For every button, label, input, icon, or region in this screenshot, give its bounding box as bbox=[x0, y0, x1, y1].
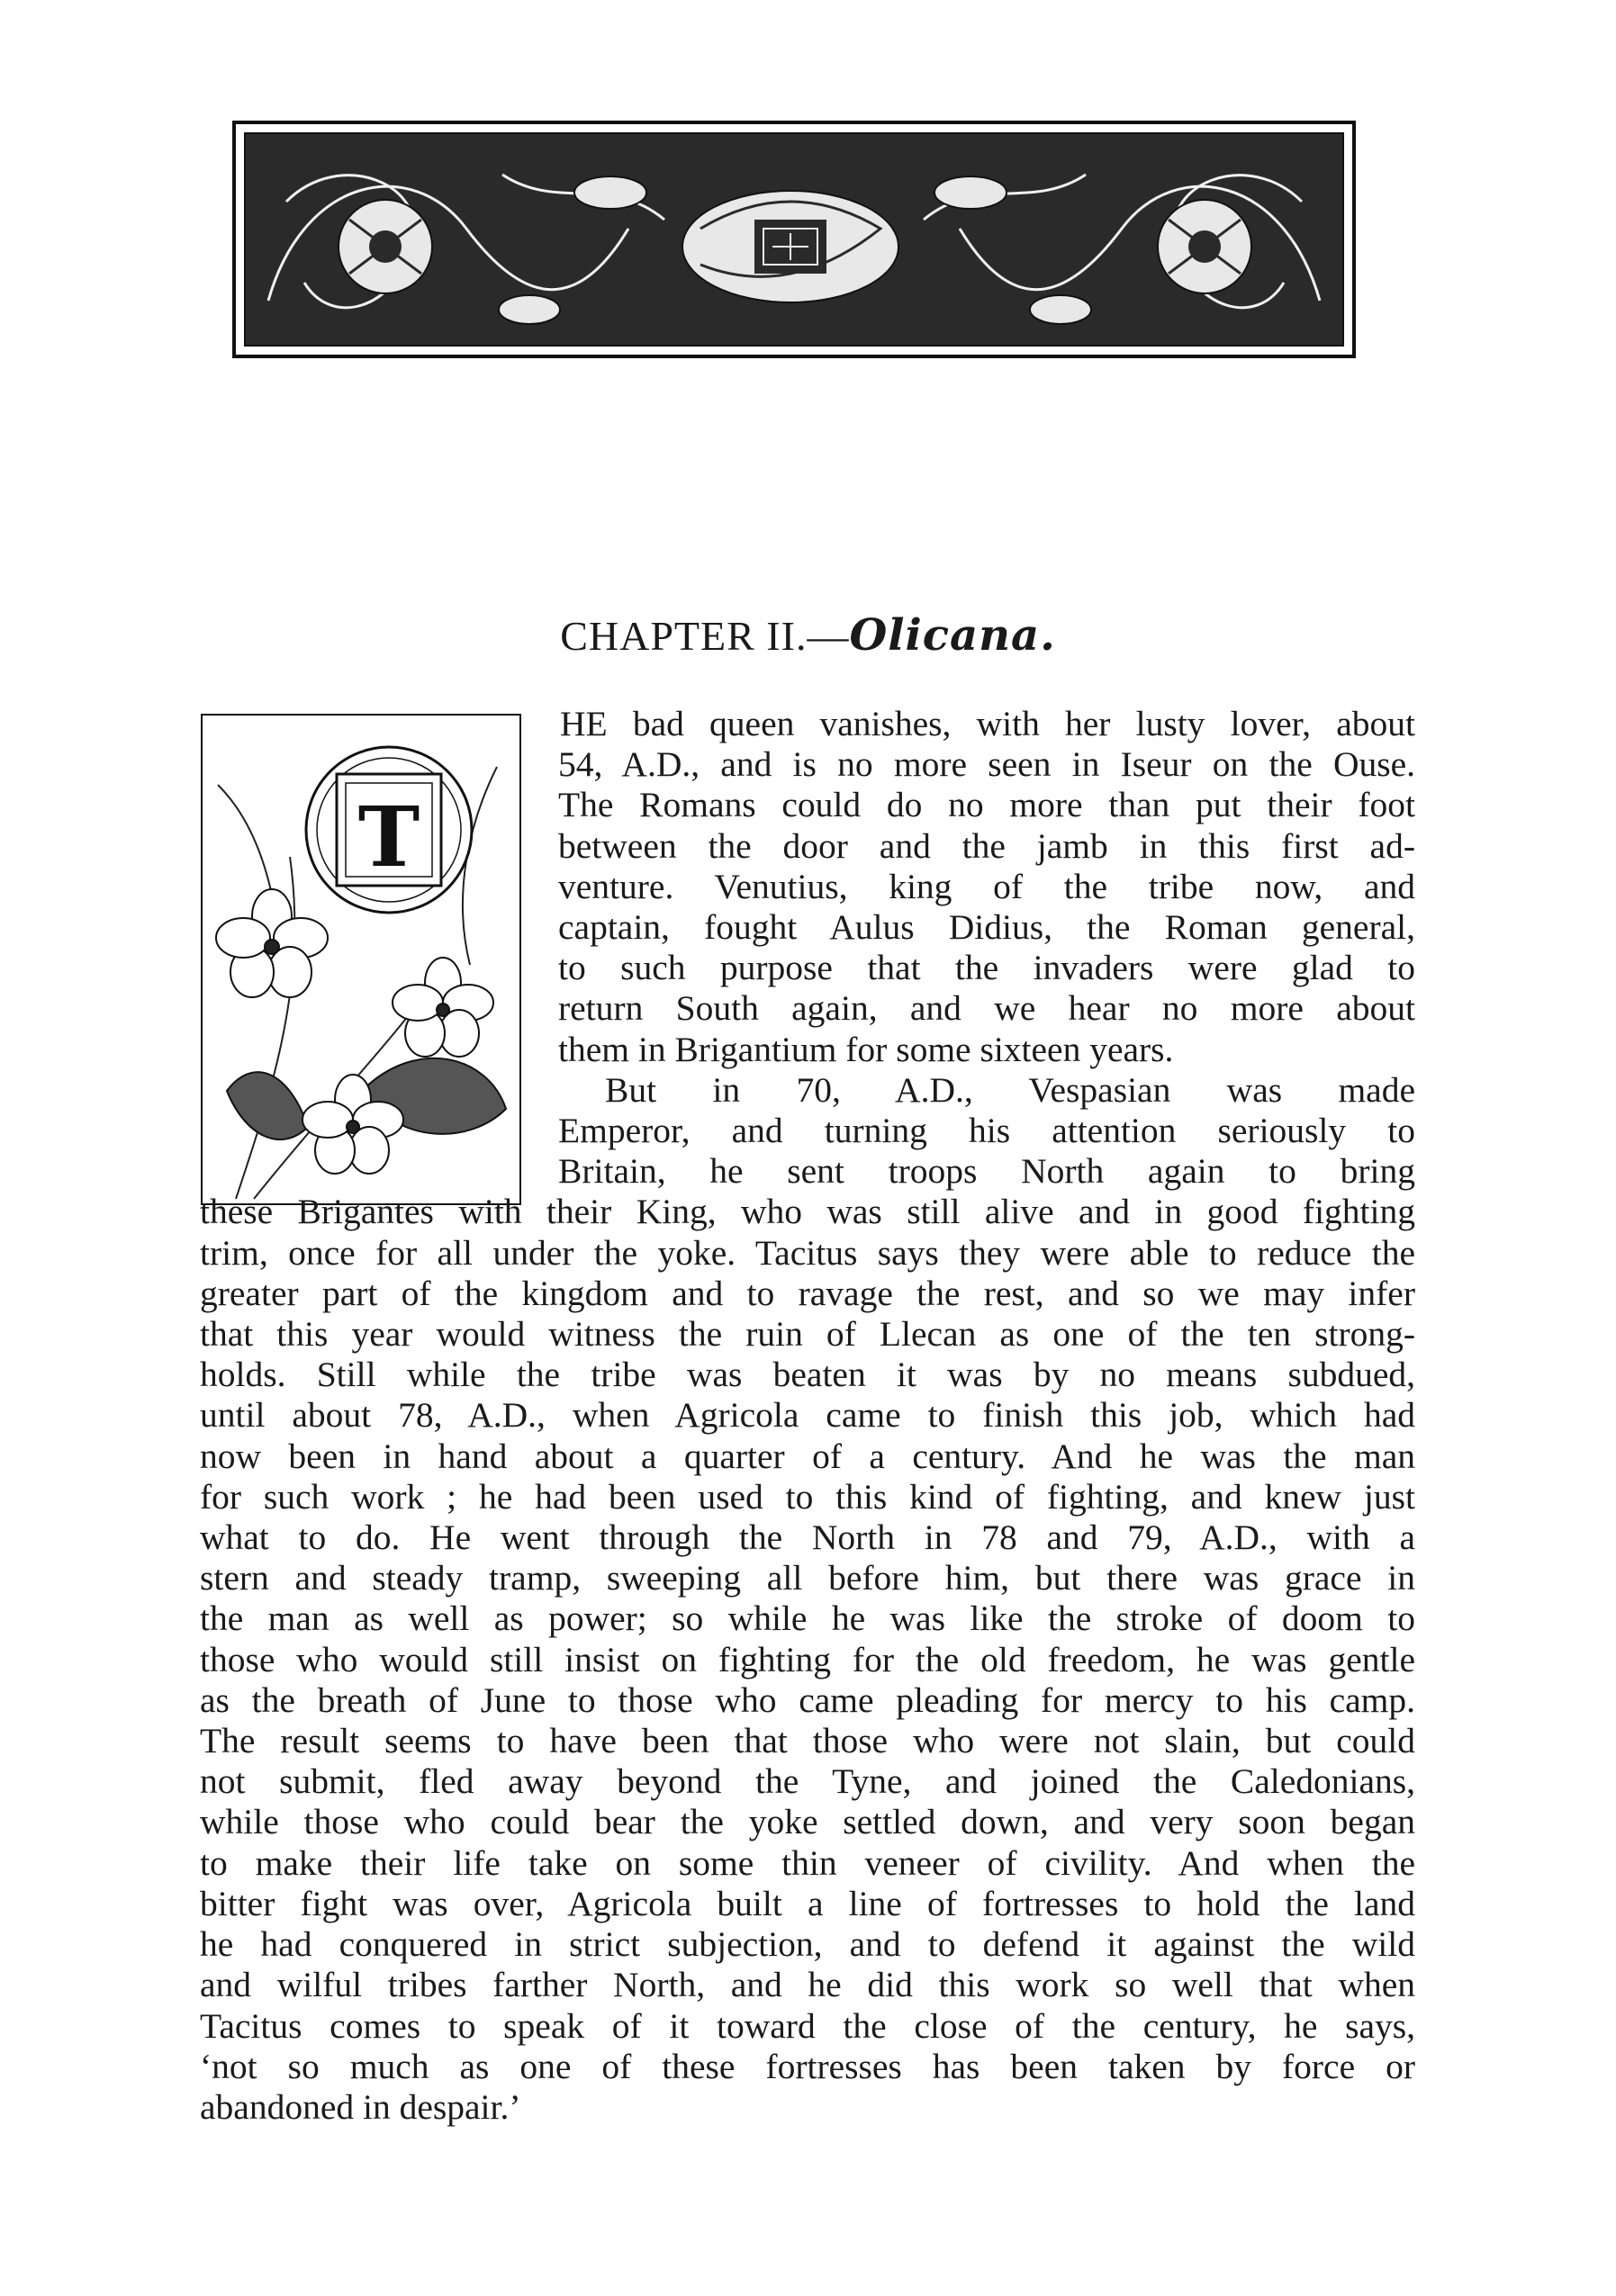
text-line: Tacitus comes to speak of it toward the close of the century, he says, bbox=[200, 2005, 1415, 2046]
text-line: The Romans could do no more than put their foot bbox=[558, 785, 1415, 825]
text-line: for such work ; he had been used to this kind of fighting, and knew just bbox=[200, 1476, 1415, 1517]
text-line: that this year would witness the ruin of Llecan as one of the ten strong- bbox=[200, 1314, 1415, 1355]
chapter-title: Olicana. bbox=[849, 610, 1056, 661]
ornamental-headpiece bbox=[232, 121, 1356, 358]
text-line: stern and steady tramp, sweeping all before him, but there was grace in bbox=[200, 1558, 1415, 1598]
text-line: to such purpose that the invaders were glad to bbox=[558, 948, 1415, 988]
text-line: return South again, and we hear no more about bbox=[558, 988, 1415, 1029]
text-line: venture. Venutius, king of the tribe now, and bbox=[558, 866, 1415, 906]
text-line: abandoned in despair.’ bbox=[200, 2086, 521, 2127]
text-line: the man as well as power; so while he was like the stroke of doom to bbox=[200, 1598, 1415, 1639]
text-line: holds. Still while the tribe was beaten it was by no means subdued, bbox=[200, 1355, 1415, 1395]
text-line: these Brigantes with their King, who was still alive and in good fighting bbox=[200, 1192, 1415, 1232]
drop-cap-letter: T bbox=[357, 788, 420, 886]
text-line: 54, A.D., and is no more seen in Iseur on the Ouse. bbox=[558, 744, 1415, 785]
text-line: ‘not so much as one of these fortresses has been taken by force or bbox=[200, 2046, 1415, 2086]
text-line: between the door and the jamb in this first ad- bbox=[558, 825, 1415, 866]
text-line: Emperor, and turning his attention seriously to bbox=[558, 1111, 1415, 1151]
text-line: until about 78, A.D., when Agricola came to finish this job, which had bbox=[200, 1395, 1415, 1436]
text-line: while those who could bear the yoke settled down, and very soon began bbox=[200, 1802, 1415, 1842]
body-text bbox=[200, 704, 1415, 2128]
text-line: as the breath of June to those who came pleading for mercy to his camp. bbox=[200, 1679, 1415, 1720]
text-line: HE bad queen vanishes, with her lusty lover, about bbox=[560, 704, 1415, 743]
chapter-heading bbox=[0, 610, 1616, 661]
chapter-label: CHAPTER II.— bbox=[560, 613, 850, 659]
text-line: bitter fight was over, Agricola built a line of fortresses to hold the land bbox=[200, 1883, 1415, 1923]
text-line: trim, once for all under the yoke. Tacitus says they were able to reduce the bbox=[200, 1232, 1415, 1273]
text-line: those who would still insist on fighting for the old freedom, he was gentle bbox=[200, 1639, 1415, 1679]
text-line: But in 70, A.D., Vespasian was made bbox=[605, 1069, 1415, 1110]
text-line: not submit, fled away beyond the Tyne, and joined the Caledonians, bbox=[200, 1761, 1415, 1802]
text-line: he had conquered in strict subjection, and to defend it against the wild bbox=[200, 1924, 1415, 1965]
text-line: them in Brigantium for some sixteen years. bbox=[558, 1029, 1174, 1069]
text-line: greater part of the kingdom and to ravage the rest, and so we may infer bbox=[200, 1273, 1415, 1313]
text-line: now been in hand about a quarter of a century. And he was the man bbox=[200, 1436, 1415, 1476]
text-line: to make their life take on some thin veneer of civility. And when the bbox=[200, 1842, 1415, 1883]
text-line: captain, fought Aulus Didius, the Roman general, bbox=[558, 907, 1415, 948]
text-line: Britain, he sent troops North again to bring bbox=[558, 1151, 1415, 1192]
text-line: The result seems to have been that those who were not slain, but could bbox=[200, 1721, 1415, 1761]
text-line: what to do. He went through the North in 78 and 79, A.D., with a bbox=[200, 1517, 1415, 1558]
text-line: and wilful tribes farther North, and he did this work so well that when bbox=[200, 1965, 1415, 2005]
